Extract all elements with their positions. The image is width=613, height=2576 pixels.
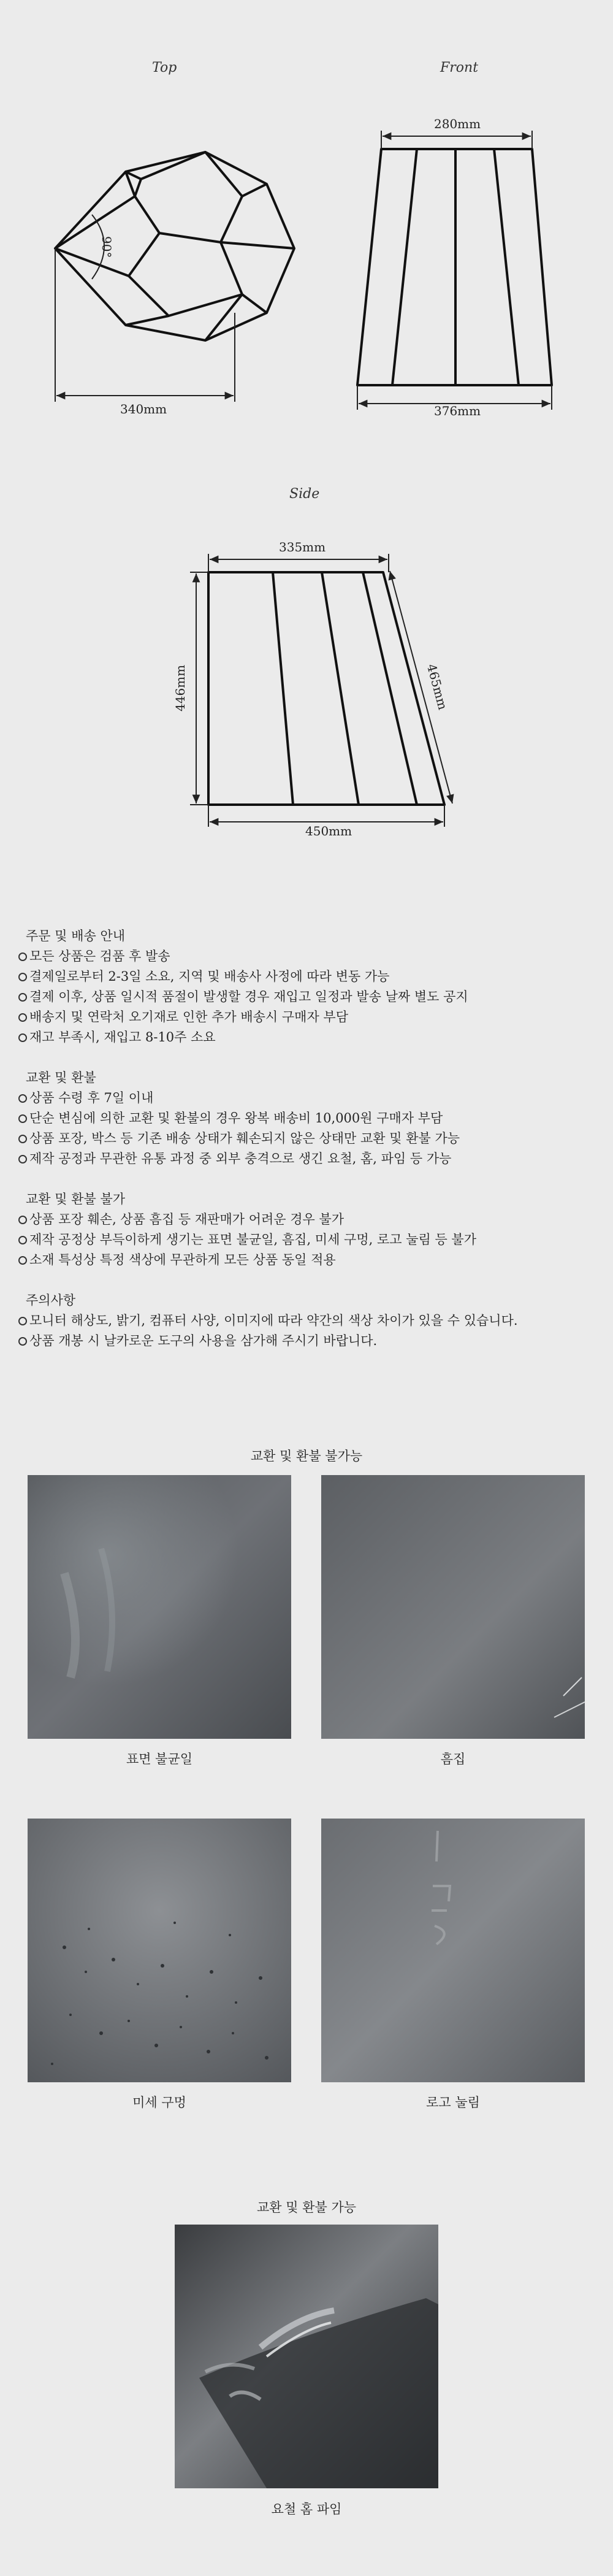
front-top-width-label: 280mm	[434, 117, 481, 131]
side-view-drawing	[208, 572, 444, 805]
circle-bullet-icon	[18, 1317, 27, 1325]
scratch-photo	[321, 1475, 585, 1739]
not-allowed-title: 교환 및 환불 불가능	[250, 1449, 363, 1463]
list-item: 상품 개봉 시 날카로운 도구의 사용을 삼가해 주시기 바랍니다.	[18, 1331, 595, 1351]
caption: 흠집	[440, 1752, 466, 1766]
top-view-drawing	[55, 152, 294, 340]
list-item: 모니터 해상도, 밝기, 컴퓨터 사양, 이미지에 따라 약간의 색상 차이가 있을 수 있습니다.	[18, 1311, 595, 1331]
logo-press-photo	[321, 1819, 585, 2082]
caption: 로고 눌림	[426, 2095, 480, 2110]
section-title: 교환 및 환불	[26, 1070, 96, 1085]
front-bottom-width-label: 376mm	[434, 404, 481, 418]
top-width-label: 340mm	[120, 402, 167, 416]
side-view-label: Side	[289, 486, 320, 502]
front-view-label: Front	[440, 60, 479, 75]
caption: 미세 구멍	[132, 2095, 186, 2110]
dimension-drawings	[0, 0, 613, 859]
side-bottom-width-label: 450mm	[305, 824, 352, 838]
list-item: 상품 포장 훼손, 상품 흠집 등 재판매가 어려운 경우 불가	[18, 1209, 595, 1230]
list-item: 단순 변심에 의한 교환 및 환불의 경우 왕복 배송비 10,000원 구매자 부담	[18, 1108, 595, 1129]
list-item: 소재 특성상 특정 색상에 무관하게 모든 상품 동일 적용	[18, 1250, 595, 1270]
top-angle-label: 90°	[99, 236, 114, 258]
front-top-dimension	[381, 131, 532, 149]
circle-bullet-icon	[18, 1337, 27, 1346]
circle-bullet-icon	[18, 993, 27, 1002]
side-height-dimension	[190, 572, 208, 805]
notice-shipping	[18, 926, 595, 1048]
notice-caution	[18, 1290, 595, 1351]
side-height-label: 446mm	[173, 664, 188, 711]
list-item: 배송지 및 연락처 오기재로 인한 추가 배송시 구매자 부담	[18, 1007, 595, 1027]
circle-bullet-icon	[18, 953, 27, 961]
section-title: 주의사항	[26, 1293, 76, 1308]
side-slant-label: 465mm	[424, 662, 451, 711]
circle-bullet-icon	[18, 1094, 27, 1103]
circle-bullet-icon	[18, 1216, 27, 1224]
circle-bullet-icon	[18, 1155, 27, 1163]
notice-section	[18, 926, 595, 1351]
side-top-width-label: 335mm	[279, 540, 326, 554]
top-width-dimension	[55, 248, 235, 402]
circle-bullet-icon	[18, 1033, 27, 1042]
list-item: 모든 상품은 검품 후 발송	[18, 946, 595, 967]
section-title: 교환 및 환불 불가	[26, 1192, 126, 1206]
list-item: 상품 포장, 박스 등 기존 배송 상태가 훼손되지 않은 상태만 교환 및 환불 가능	[18, 1129, 595, 1149]
list-item: 상품 수령 후 7일 이내	[18, 1088, 595, 1108]
caption: 표면 불균일	[126, 1752, 193, 1766]
list-item: 제작 공정상 부득이하게 생기는 표면 불균일, 흠집, 미세 구멍, 로고 눌림 등 불가	[18, 1230, 595, 1250]
circle-bullet-icon	[18, 1256, 27, 1265]
dent-photo	[175, 2225, 438, 2488]
circle-bullet-icon	[18, 973, 27, 981]
circle-bullet-icon	[18, 1135, 27, 1143]
section-title: 주문 및 배송 안내	[26, 929, 126, 943]
front-view-drawing	[357, 149, 552, 385]
allowed-title: 교환 및 환불 가능	[256, 2200, 357, 2215]
side-top-dimension	[208, 554, 389, 572]
list-item: 제작 공정과 무관한 유통 과정 중 외부 충격으로 생긴 요철, 홈, 파임 등 가능	[18, 1149, 595, 1169]
surface-uneven-photo	[28, 1475, 291, 1739]
notice-exchange	[18, 1068, 595, 1169]
circle-bullet-icon	[18, 1236, 27, 1244]
list-item: 결제 이후, 상품 일시적 품절이 발생할 경우 재입고 일정과 발송 날짜 별도 공지	[18, 987, 595, 1007]
circle-bullet-icon	[18, 1013, 27, 1022]
list-item: 결제일로부터 2-3일 소요, 지역 및 배송사 사정에 따라 변동 가능	[18, 967, 595, 987]
notice-no-exchange	[18, 1189, 595, 1270]
caption: 요철 홈 파임	[271, 2502, 342, 2517]
list-item: 재고 부족시, 재입고 8-10주 소요	[18, 1027, 595, 1048]
micro-holes-photo	[28, 1819, 291, 2082]
top-view-label: Top	[152, 60, 177, 75]
circle-bullet-icon	[18, 1114, 27, 1123]
